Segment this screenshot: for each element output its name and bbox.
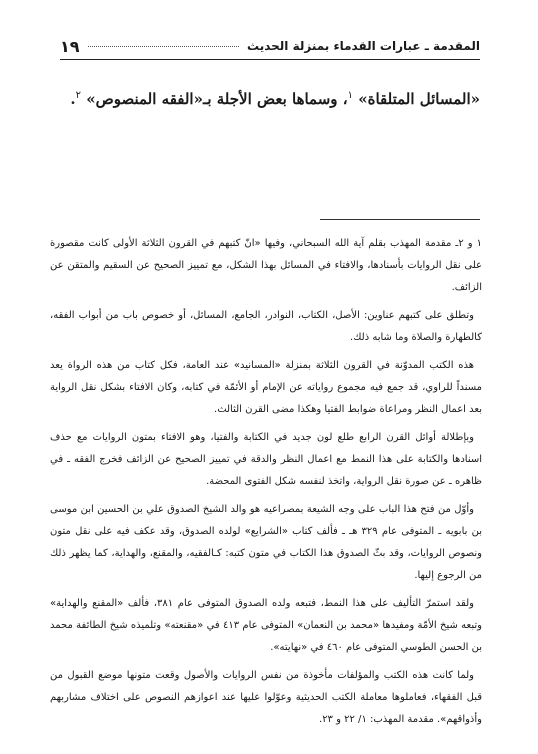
main-text-end: .	[70, 90, 76, 108]
footnote-ref-2: ٢	[75, 90, 81, 101]
main-text-part2: ، وسماها بعض الأجلة بـ«الفقه المنصوص»	[81, 90, 348, 108]
header-rule	[60, 59, 480, 60]
footnote-paragraph: ١ و ٢ـ مقدمة المهذب بقلم آية الله السبحاني، وفيها «انّ كتبهم في القرون الثلاثة الأولى كانت مقصورة على نقل الروايات بأسنادها، والافتاء في المسائل بهذا الشكل، مع تمييز الصحيح عن السقيم والمتقن عن الزائف.	[50, 238, 482, 293]
main-text-line	[40, 84, 480, 111]
footnote-paragraph: وبإطلالة أوائل القرن الرابع طلع لون جديد في الكتابة والفتيا، وهو الافتاء بمتون الروايات مع حذف اسنادها والكتابة على هذا النمط مع اعمال النظر والدقة في تمييز الصحيح عن الزائف فخرج الفقه ـ في ظاهره ـ عن صورة نقل الرواية، واتخذ لنفسه شكل الفتوى المحضة.	[50, 432, 482, 487]
running-header	[60, 35, 480, 57]
footnote-paragraph: وتطلق على كتبهم عناوين: الأصل، الكتاب، النوادر، الجامع، المسائل، أو خصوص باب من أبواب الفقه، كالطهارة والصلاة وما شابه ذلك.	[50, 310, 482, 343]
footnote-paragraph: هذه الكتب المدوّنة في القرون الثلاثة بمنزلة «المسانيد» عند العامة، فكل كتاب من هذه الرواة يعد مسنداً للراوي، قد جمع فيه مجموع رواياته عن الإمام أو الأئمّة في كتابه، وكان الافتاء بشكل نقل الرواية بعد اعمال النظر ومراعاة ضوابط الفتيا وهكذا مضى القرن الثالث.	[50, 360, 482, 415]
page-number: ١٩	[60, 36, 80, 56]
footnote-ref-1: ١	[347, 90, 353, 101]
footnote-paragraph: وأوّل من فتح هذا الباب على وجه الشيعة بمصراعيه هو والد الشيخ الصدوق علي بن الحسين ابن موسى بن بابويه ـ المتوفى عام ٣٢٩ هـ ـ فألف كتاب «الشرايع» لولده الصدوق، وقد عكف فيه على نقل متون ونصوص الروايات، وقد بثّ الصدوق هذا الكتاب في متون كتبه: كـالفقيه، والمقنع، والهداية، كما يظهر ذلك من الرجوع إليها.	[50, 504, 482, 581]
main-text-part1: «المسائل المتلقاة»	[352, 90, 480, 108]
footnote-paragraph: ولما كانت هذه الكتب والمؤلفات مأخوذة من نفس الروايات والأصول وقعت متونها موضع القبول من قبل الفقهاء، فعاملوها معاملة الكتب الحديثية وعوّلوا عليها عند اعوازهم النصوص على اختلاف مشاربهم وأذواقهم». مقدمة المهذب: ١/ ٢٢ و ٢٣.	[50, 670, 482, 725]
footnote-separator	[320, 219, 480, 220]
footnotes	[50, 233, 482, 737]
header-title: المقدمة ـ عبارات القدماء بمنزلة الحديث	[247, 39, 480, 53]
footnote-paragraph: ولقد استمرّ التأليف على هذا النمط، فتبعه ولده الصدوق المتوفى عام ٣٨١، فألف «المقنع والهداية» وتبعه شيخ الأمّة ومفيدها «محمد بن النعمان» المتوفى عام ٤١٣ في «مقنعته» وتلميذه شيخ الطائفة محمد بن الحسن الطوسي المتوفى عام ٤٦٠ في «نهايته».	[50, 598, 482, 653]
header-dotted-leader	[88, 46, 239, 47]
